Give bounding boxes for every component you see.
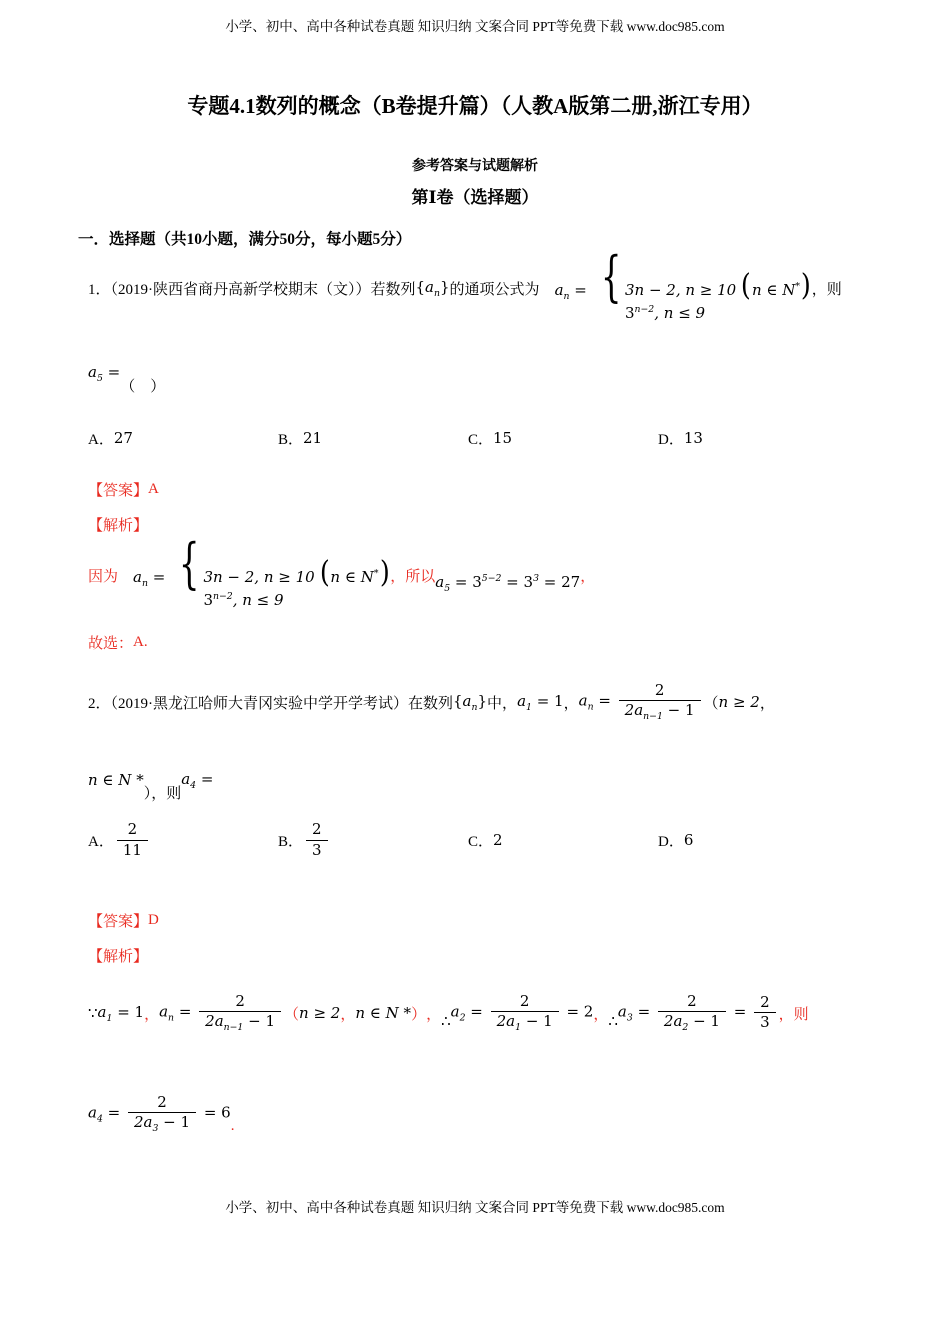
- option-d: [658, 428, 703, 449]
- case2-condition: , n ≤ 9: [232, 591, 284, 609]
- seq-var: a: [425, 277, 434, 296]
- seq-sub: n: [434, 287, 440, 299]
- target-var: a: [181, 769, 191, 788]
- case-row-2: [203, 589, 314, 613]
- question-2-answer: [88, 908, 159, 932]
- case2-condition: , n ≤ 9: [654, 304, 706, 322]
- sequence-notation: [416, 278, 450, 299]
- recurrence-formula: [159, 992, 284, 1035]
- piecewise-brace: {: [600, 244, 622, 308]
- equals-sign: =: [593, 691, 616, 710]
- sequence-notation: [453, 692, 487, 713]
- a1-value: = 1: [531, 691, 564, 710]
- q2-stem-prefix: 2．（2019·黑龙江哈师大青冈实验中学开学考试）在数列: [88, 695, 453, 712]
- piecewise-cases: [625, 279, 736, 327]
- formula-lhs-sub: n: [563, 290, 570, 302]
- question-2-final: [88, 1078, 234, 1150]
- fraction: [128, 1093, 196, 1136]
- analysis-label: 【解析】: [88, 948, 149, 965]
- a1-sub: 1: [526, 701, 532, 713]
- rec-lhs: a: [159, 1002, 169, 1021]
- equals-sign: =: [147, 567, 171, 586]
- calc-formula: [435, 573, 580, 594]
- question-1-conclusion: [88, 630, 148, 654]
- equals-sign: =: [174, 1002, 197, 1021]
- q1-piecewise-formula: [540, 233, 812, 344]
- denominator: [128, 1113, 196, 1135]
- condition-2: n ∈ N *: [355, 1004, 412, 1022]
- question-1-stem: [88, 244, 842, 326]
- a1-var: a: [517, 691, 527, 710]
- case2-base: 3: [203, 591, 213, 609]
- left-brace: {: [415, 277, 426, 296]
- comma: ，: [563, 695, 579, 712]
- den-tail: − 1: [662, 701, 695, 720]
- case2-base: 3: [624, 304, 635, 322]
- part-heading: 一．选择题（共10小题，满分50分，每小题5分）: [78, 231, 412, 248]
- option-d-value: 13: [683, 429, 703, 447]
- question-1-analysis: [88, 531, 596, 612]
- equals-sign: =: [465, 1002, 488, 1021]
- header-text: 小学、初中、高中各种试卷真题 知识归纳 文案合同 PPT等免费下载 www.doc985.com: [225, 19, 725, 34]
- a4-formula: [88, 1093, 231, 1136]
- den-tail: − 1: [243, 1012, 276, 1031]
- comma: ，: [340, 1006, 356, 1023]
- denominator: [619, 701, 701, 723]
- question-2-analysis-label: [88, 943, 148, 967]
- comma: ，: [778, 1006, 794, 1023]
- option-c-value: 15: [493, 429, 513, 447]
- fraction: [658, 992, 726, 1035]
- rec-lhs: a: [578, 691, 588, 710]
- rec-lhs-sub: n: [587, 701, 594, 713]
- fraction: [491, 992, 559, 1035]
- condition-2: n ∈ N *: [88, 771, 144, 789]
- calc-exp2: 3: [533, 572, 539, 584]
- formula-lhs: a: [554, 280, 564, 299]
- case2-exponent: n−2: [634, 304, 655, 315]
- option-b-label: B．: [278, 431, 304, 448]
- calc-sub: 5: [444, 582, 451, 594]
- comma: ，: [580, 568, 596, 585]
- den-term: 2a: [133, 1113, 153, 1132]
- q1-stem-mid: 的通项公式为: [449, 281, 540, 298]
- a3-formula: [618, 992, 779, 1035]
- option-d-label: D．: [658, 431, 684, 448]
- piecewise-brace: {: [178, 531, 200, 595]
- answer-label: 【答案】: [88, 913, 149, 930]
- equals-sign: =: [102, 1103, 125, 1122]
- numerator: 2: [754, 993, 776, 1014]
- domain-condition: n ∈ N: [330, 567, 374, 586]
- target-sub: 4: [190, 779, 197, 791]
- left-paren: (: [319, 554, 330, 590]
- option-a-label: A．: [88, 431, 114, 448]
- q1-stem-prefix: 1．（2019·陕西省商丹高新学校期末（文））若数列: [88, 281, 416, 298]
- question-2-stem-line2: [88, 758, 213, 802]
- domain-star: *: [373, 567, 379, 579]
- q2-stem-mid: 中，: [487, 695, 518, 712]
- domain-star: *: [795, 280, 801, 292]
- q2-target-formula: [181, 770, 213, 791]
- equals-sign: =: [102, 362, 121, 381]
- option-a-fraction: [117, 820, 148, 860]
- then-word: 则: [793, 1006, 809, 1023]
- doc-subtitle: 参考答案与试题解析: [412, 159, 538, 174]
- denominator: 3: [312, 840, 322, 859]
- calc-exp1: 5−2: [481, 572, 502, 584]
- question-1-options: [88, 425, 703, 451]
- a1-sub: 1: [106, 1012, 113, 1024]
- question-2-options: [88, 812, 693, 868]
- option-d-value: 6: [683, 831, 694, 849]
- paren-open: （: [284, 1006, 300, 1023]
- case-row-1: 3n − 2, n ≥ 10: [203, 567, 315, 586]
- left-brace: {: [453, 691, 463, 710]
- comma: ，: [426, 1006, 442, 1023]
- condition-1: n ≥ 2: [299, 1004, 341, 1022]
- case-row-2: [625, 302, 736, 326]
- formula-lhs: a: [133, 567, 142, 586]
- recurrence-formula: [579, 681, 704, 724]
- piecewise-cases: [203, 566, 314, 614]
- so-word: 所以: [405, 568, 436, 585]
- option-c-label: C．: [468, 431, 494, 448]
- option-c-value: 2: [493, 831, 503, 849]
- a1-value: = 1: [112, 1002, 145, 1021]
- paren-close: ）: [411, 1006, 427, 1023]
- conclude-label: 故选：: [88, 635, 134, 652]
- initial-term: [98, 1003, 145, 1024]
- den-sub: 1: [515, 1022, 522, 1034]
- question-1-target: [88, 350, 165, 396]
- right-brace: }: [477, 691, 488, 710]
- answer-value: D: [148, 911, 159, 928]
- numerator: 2: [199, 992, 281, 1013]
- option-a-value: 27: [113, 429, 133, 447]
- q1-stem-suffix: ，则: [811, 281, 842, 298]
- numerator: 2: [619, 681, 701, 702]
- therefore-symbol: ∴: [441, 1012, 451, 1030]
- option-a-label: A．: [88, 833, 114, 850]
- calc-var: a: [435, 572, 445, 591]
- den-tail: − 1: [158, 1113, 191, 1132]
- a2-result: = 2: [561, 1002, 594, 1021]
- den-sub: n−1: [223, 1022, 244, 1034]
- left-paren: (: [741, 267, 752, 303]
- comma: ，: [144, 1006, 160, 1023]
- final-period: .: [230, 1117, 235, 1134]
- a1-var: a: [97, 1002, 107, 1021]
- den-term: 2a: [205, 1012, 224, 1031]
- right-brace: }: [440, 277, 450, 296]
- equals-sign: =: [196, 769, 214, 788]
- right-paren: ): [379, 554, 390, 590]
- option-b: [278, 820, 468, 860]
- a4-var: a: [88, 1103, 97, 1122]
- page-title: 专题4.1数列的概念（B卷提升篇）（人教A版第二册,浙江专用）: [187, 94, 763, 118]
- den-sub: 2: [682, 1022, 689, 1034]
- numerator: 2: [658, 992, 726, 1013]
- page-footer: [0, 1196, 950, 1216]
- option-b-fraction: [306, 820, 328, 860]
- den-sub: 3: [152, 1123, 159, 1135]
- option-c: [468, 428, 658, 449]
- paren-open: （: [703, 695, 719, 712]
- because-word: 因为: [88, 568, 119, 585]
- question-2-stem: [88, 664, 775, 740]
- a3-sub: 3: [626, 1012, 633, 1024]
- analysis-label: 【解析】: [88, 517, 149, 534]
- den-term: 2a: [496, 1012, 516, 1031]
- condition-1: n ≥ 2: [718, 693, 760, 711]
- den-tail: − 1: [521, 1012, 553, 1031]
- answer-label: 【答案】: [88, 482, 149, 499]
- right-paren: ): [800, 267, 811, 303]
- comma: ，: [593, 1006, 609, 1023]
- a3-var: a: [617, 1002, 627, 1021]
- option-b-label: B．: [278, 833, 304, 850]
- analysis-piecewise-formula: [118, 520, 390, 631]
- choice-parentheses: （ ）: [120, 378, 166, 395]
- target-sub: 5: [96, 372, 103, 384]
- fraction: [619, 681, 701, 724]
- seq-sub: n: [471, 701, 478, 713]
- question-2-analysis: [88, 976, 809, 1050]
- conclude-answer: A.: [133, 633, 148, 650]
- denominator: 11: [122, 840, 142, 859]
- equals-sign: =: [728, 1002, 752, 1021]
- target-var: a: [88, 362, 97, 381]
- option-d-label: D．: [658, 833, 684, 850]
- den-tail: − 1: [688, 1012, 720, 1031]
- seq-var: a: [462, 691, 472, 710]
- calc-step2: = 3: [501, 572, 534, 591]
- formula-lhs-sub: n: [141, 577, 148, 589]
- answer-value: A: [148, 480, 159, 497]
- a2-sub: 2: [459, 1012, 466, 1024]
- option-d: [658, 830, 693, 851]
- q2-line2-tail: ），则: [143, 785, 182, 802]
- a2-formula: [451, 992, 594, 1035]
- option-c-label: C．: [468, 833, 494, 850]
- option-b-value: 21: [303, 429, 323, 447]
- calc-result: = 27: [538, 572, 581, 591]
- section-title: 第Ⅰ卷（选择题）: [411, 188, 539, 207]
- denominator: [199, 1012, 281, 1034]
- equals-sign: =: [569, 280, 592, 299]
- fraction: [199, 992, 281, 1035]
- therefore-symbol: ∴: [608, 1012, 618, 1030]
- calc-step1: = 3: [450, 572, 482, 591]
- question-1-answer: [88, 477, 159, 501]
- den-term: 2a: [624, 701, 644, 720]
- q1-target-formula: [88, 363, 120, 384]
- rec-lhs-sub: n: [168, 1012, 175, 1024]
- denominator: [491, 1012, 559, 1034]
- numerator: 2: [306, 820, 328, 841]
- den-term: 2a: [663, 1012, 683, 1031]
- result-fraction: [754, 993, 776, 1033]
- case2-exponent: n−2: [212, 591, 233, 602]
- a4-result: = 6: [199, 1103, 231, 1122]
- equals-sign: =: [632, 1002, 655, 1021]
- numerator: 2: [117, 820, 148, 841]
- page-header: [0, 15, 950, 35]
- option-a: [88, 820, 278, 860]
- initial-term: [517, 692, 564, 713]
- case-row-1: 3n − 2, n ≥ 10: [624, 280, 737, 299]
- option-b: [278, 428, 468, 449]
- option-a: [88, 428, 278, 449]
- footer-text: 小学、初中、高中各种试卷真题 知识归纳 文案合同 PPT等免费下载 www.doc985.com: [225, 1200, 725, 1215]
- a4-sub: 4: [96, 1113, 103, 1125]
- denominator: 3: [760, 1013, 770, 1032]
- because-symbol: ∵: [88, 1004, 98, 1022]
- option-c: [468, 830, 658, 851]
- domain-condition: n ∈ N: [751, 280, 796, 299]
- a2-var: a: [450, 1002, 460, 1021]
- den-sub: n−1: [643, 711, 663, 723]
- numerator: 2: [491, 992, 559, 1013]
- comma: ，: [759, 695, 775, 712]
- comma: ，: [390, 568, 406, 585]
- denominator: [658, 1012, 726, 1034]
- numerator: 2: [128, 1093, 196, 1114]
